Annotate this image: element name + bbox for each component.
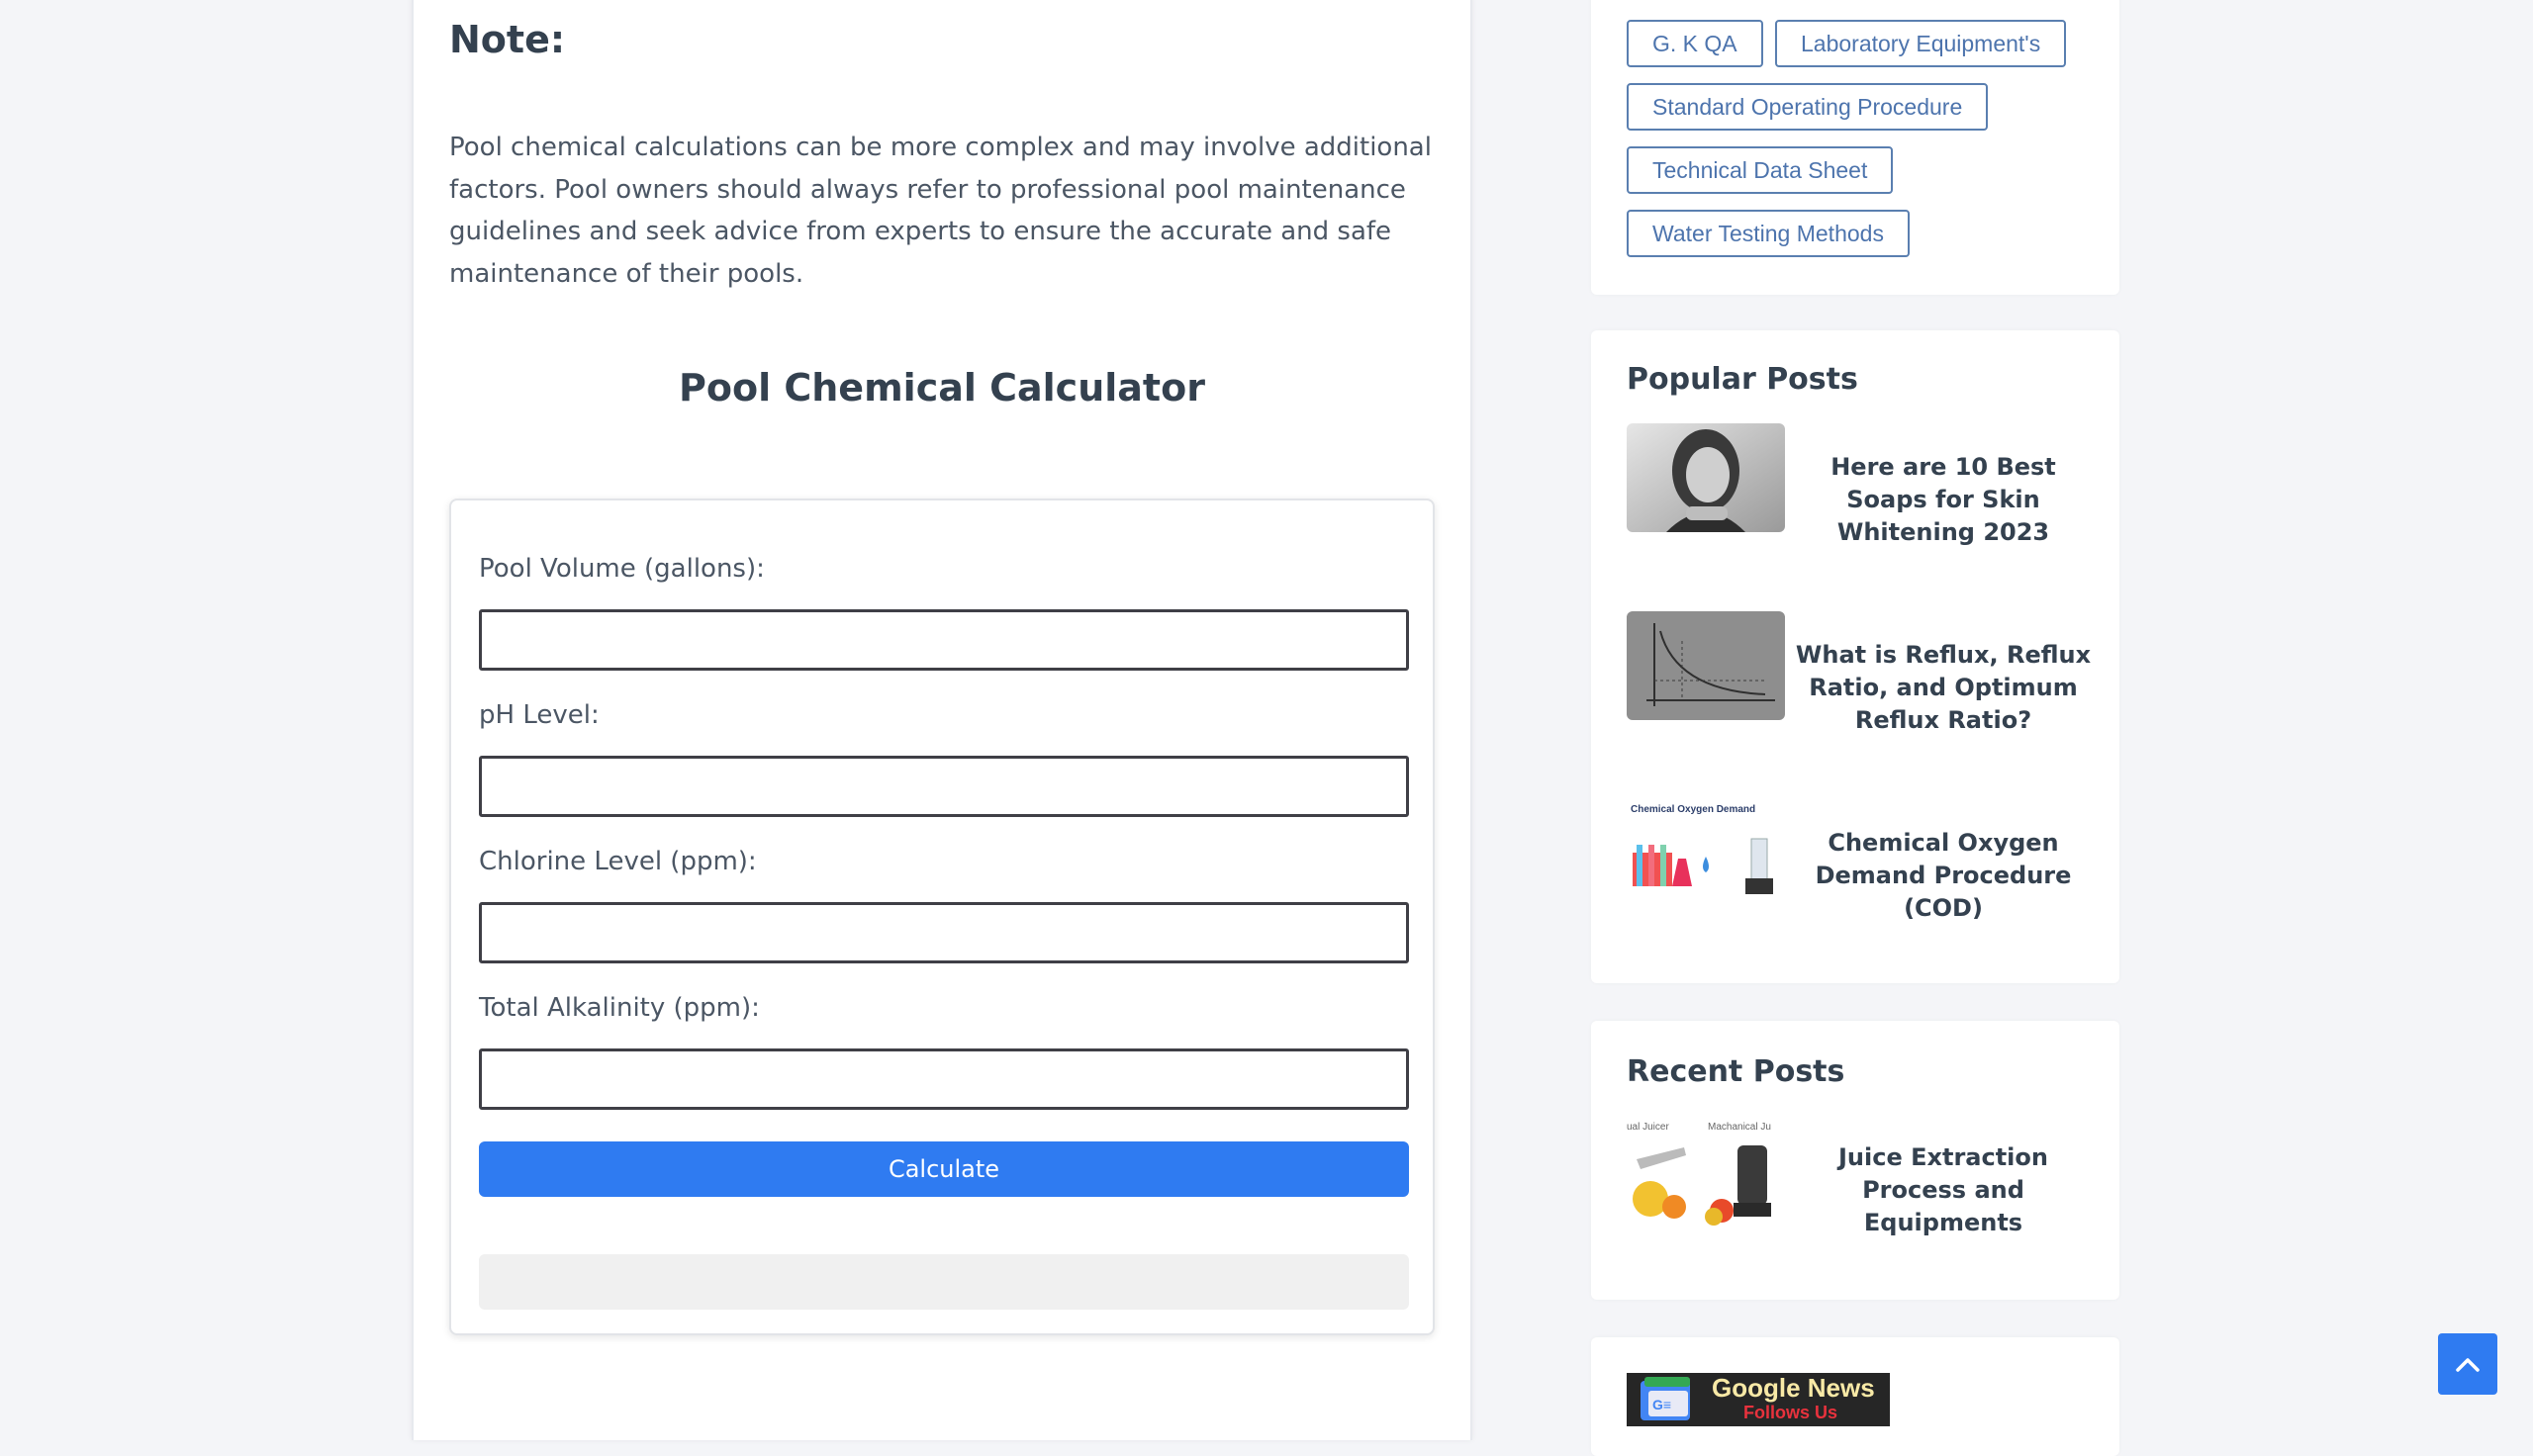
popular-post-1-title[interactable]: Here are 10 Best Soaps for Skin Whitening 2023 <box>1830 453 2056 546</box>
thumb-caption: Machanical Ju <box>1708 1122 1771 1133</box>
google-news-subtitle: Follows Us <box>1743 1403 1838 1422</box>
tag-laboratory-equipments[interactable]: Laboratory Equipment's <box>1775 20 2066 67</box>
tag-technical-data-sheet[interactable]: Technical Data Sheet <box>1627 146 1893 194</box>
tag-water-testing-methods[interactable]: Water Testing Methods <box>1627 210 1910 257</box>
chlorine-level-input[interactable] <box>479 902 1409 963</box>
back-to-top-button[interactable] <box>2438 1333 2497 1395</box>
post-thumbnail[interactable] <box>1627 423 1785 532</box>
popular-posts-title: Popular Posts <box>1627 362 1858 397</box>
result-output <box>479 1254 1409 1310</box>
calculate-button[interactable]: Calculate <box>479 1141 1409 1197</box>
thumb-caption: ual Juicer <box>1627 1122 1669 1133</box>
popular-post-3-title[interactable]: Chemical Oxygen Demand Procedure (COD) <box>1815 829 2072 922</box>
note-heading: Note: <box>449 18 566 61</box>
portrait-photo-icon <box>1627 423 1785 532</box>
tag-standard-operating-procedure[interactable]: Standard Operating Procedure <box>1627 83 1988 131</box>
ph-level-label: pH Level: <box>479 700 600 730</box>
ph-level-input[interactable] <box>479 756 1409 817</box>
juicer-icon <box>1627 1120 1785 1228</box>
recent-post-1-title[interactable]: Juice Extraction Process and Equipments <box>1838 1143 2048 1236</box>
post-thumbnail[interactable] <box>1627 611 1785 720</box>
post-thumbnail[interactable] <box>1627 799 1785 908</box>
recent-posts-widget <box>1591 1021 2119 1300</box>
post-thumbnail[interactable] <box>1627 1120 1785 1228</box>
graph-photo-icon <box>1627 611 1785 720</box>
popular-post-2-title[interactable]: What is Reflux, Reflux Ratio, and Optimum Reflux Ratio? <box>1795 641 2092 734</box>
note-text: Pool chemical calculations can be more complex and may involve additional factors. Pool owners should always refer to professional pool maintenance guidelines and seek advice from experts to ensure the accurate and safe maintenance of their pools. <box>449 133 1432 289</box>
popular-posts-widget <box>1591 330 2119 983</box>
google-news-badge: G≡ <box>1652 1397 1672 1412</box>
thumb-caption: Chemical Oxygen Demand <box>1631 804 1756 815</box>
google-news-widget <box>1591 1337 2119 1456</box>
chevron-up-icon <box>2455 1355 2481 1373</box>
pool-volume-input[interactable] <box>479 609 1409 671</box>
pool-volume-label: Pool Volume (gallons): <box>479 554 765 584</box>
tags-widget <box>1591 0 2119 295</box>
total-alkalinity-label: Total Alkalinity (ppm): <box>479 993 760 1023</box>
article-column <box>412 0 1472 1440</box>
calculator-form <box>449 499 1435 1335</box>
tag-gk-qa[interactable]: G. K QA <box>1627 20 1763 67</box>
google-news-banner[interactable] <box>1627 1373 1890 1426</box>
google-news-title: Google News <box>1712 1373 1875 1403</box>
recent-posts-title: Recent Posts <box>1627 1054 1845 1089</box>
total-alkalinity-input[interactable] <box>479 1048 1409 1110</box>
calculator-title: Pool Chemical Calculator <box>679 366 1205 410</box>
google-news-icon <box>1635 1373 1704 1426</box>
lab-glassware-icon <box>1627 799 1785 908</box>
chlorine-level-label: Chlorine Level (ppm): <box>479 847 757 876</box>
